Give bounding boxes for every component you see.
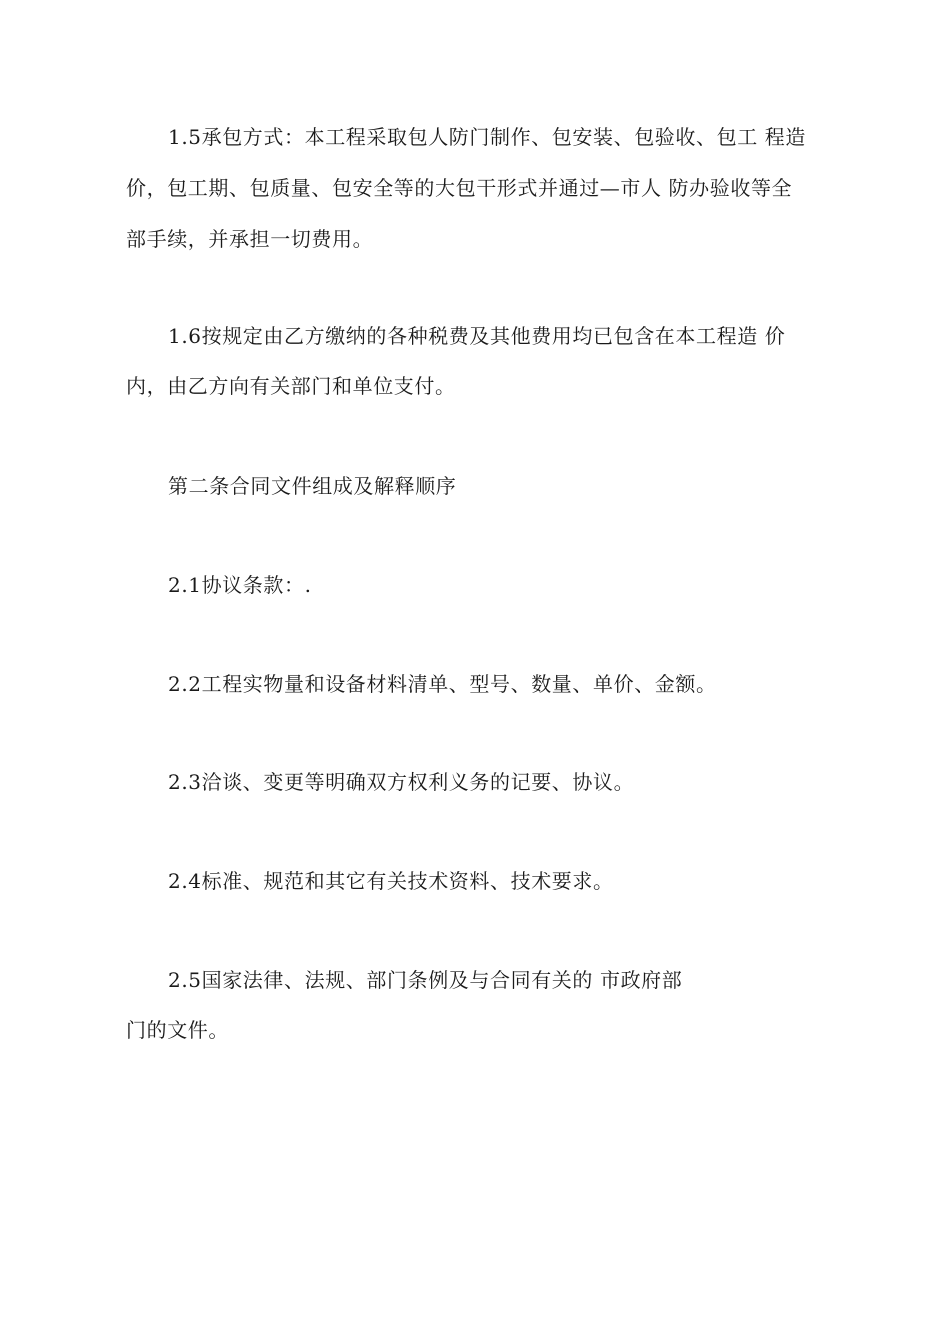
clause-2-4: 2.4标准、规范和其它有关技术资料、技术要求。 [168,869,614,893]
article-2-heading: 第二条合同文件组成及解释顺序 [168,474,457,498]
paragraph-1-6-line-1: 1.6按规定由乙方缴纳的各种税费及其他费用均已包含在本工程造 价 [168,324,786,348]
paragraph-1-6-line-2: 内，由乙方向有关部门和单位支付。 [126,374,456,398]
clause-2-5-line-2: 门的文件。 [126,1018,229,1042]
paragraph-1-5-line-3: 部手续，并承担一切费用。 [126,227,374,251]
clause-2-3: 2.3洽谈、变更等明确双方权利义务的记要、协议。 [168,770,635,794]
paragraph-1-5-line-1: 1.5承包方式：本工程采取包人防门制作、包安装、包验收、包工 程造 [168,125,806,149]
paragraph-1-5-line-2: 价，包工期、包质量、包安全等的大包干形式并通过—市人 防办验收等全 [126,176,793,200]
clause-2-2: 2.2工程实物量和设备材料清单、型号、数量、单价、金额。 [168,672,717,696]
clause-2-1: 2.1协议条款：. [168,573,312,597]
clause-2-5-line-1: 2.5国家法律、法规、部门条例及与合同有关的 市政府部 [168,968,683,992]
